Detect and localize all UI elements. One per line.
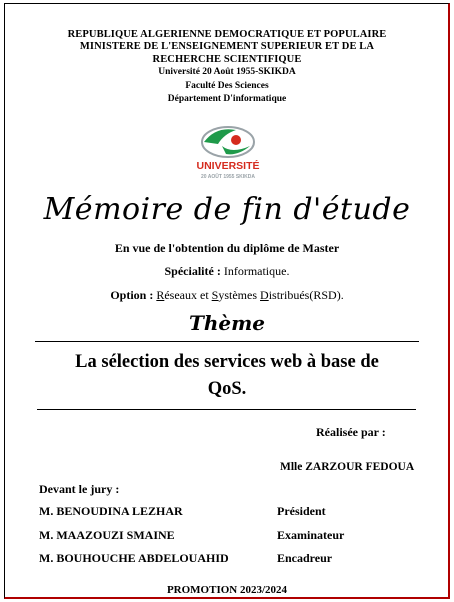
memoir-title: Mémoire de fin d'étude (43, 192, 411, 227)
option-initial-r: R (156, 288, 165, 302)
jury-member-role: Président (277, 504, 326, 518)
university-logo (186, 120, 270, 182)
jury-member-role: Encadreur (277, 551, 333, 565)
header-research: RECHERCHE SCIENTIFIQUE (152, 54, 302, 65)
logo-red-dot (231, 135, 241, 145)
promotion-line: PROMOTION 2023/2024 (166, 584, 288, 596)
option-line (0, 288, 454, 303)
jury-member-role: Examinateur (277, 528, 345, 542)
logo-subtext: 20 AOÛT 1955 SKIKDA (201, 174, 255, 180)
option-distribues: istribués(RSD). (268, 288, 344, 302)
option-reseaux: éseaux et (164, 288, 212, 302)
jury-member-name: M. MAAZOUZI SMAINE (39, 528, 175, 542)
header-ministry: MINISTERE DE L'ENSEIGNEMENT SUPERIEUR ET DE LA (79, 41, 375, 52)
header-university: Université 20 Août 1955-SKIKDA (158, 67, 296, 77)
option-initial-s: S (211, 288, 219, 302)
subject-line-2: QoS. (207, 379, 247, 399)
logo-text: UNIVERSITÉ (196, 160, 260, 172)
speciality-label: Spécialité : (164, 264, 221, 278)
subject-bottom-rule (37, 409, 416, 410)
header-faculty: Faculté Des Sciences (185, 81, 269, 91)
realised-by-label: Réalisée par : (316, 425, 386, 439)
subject-top-rule (35, 341, 419, 342)
jury-member-name: M. BOUHOUCHE ABDELOUAHID (39, 551, 229, 565)
jury-member-name: M. BENOUDINA LEZHAR (39, 504, 183, 518)
subject-line-1: La sélection des services web à base de (75, 352, 379, 372)
header-republic: REPUBLIQUE ALGERIENNE DEMOCRATIQUE ET POPULAIRE (67, 29, 387, 40)
speciality-line (0, 264, 454, 279)
option-systemes: ystèmes (218, 288, 261, 302)
diploma-line: En vue de l'obtention du diplôme de Master (114, 241, 340, 255)
theme-heading: Thème (188, 311, 266, 335)
jury-label: Devant le jury : (39, 482, 120, 496)
header-department: Département D'informatique (167, 94, 287, 104)
author-name: Mlle ZARZOUR FEDOUA (280, 461, 415, 473)
speciality-value: Informatique. (220, 264, 290, 278)
option-initial-d: D (260, 288, 269, 302)
option-label: Option : (110, 288, 154, 302)
